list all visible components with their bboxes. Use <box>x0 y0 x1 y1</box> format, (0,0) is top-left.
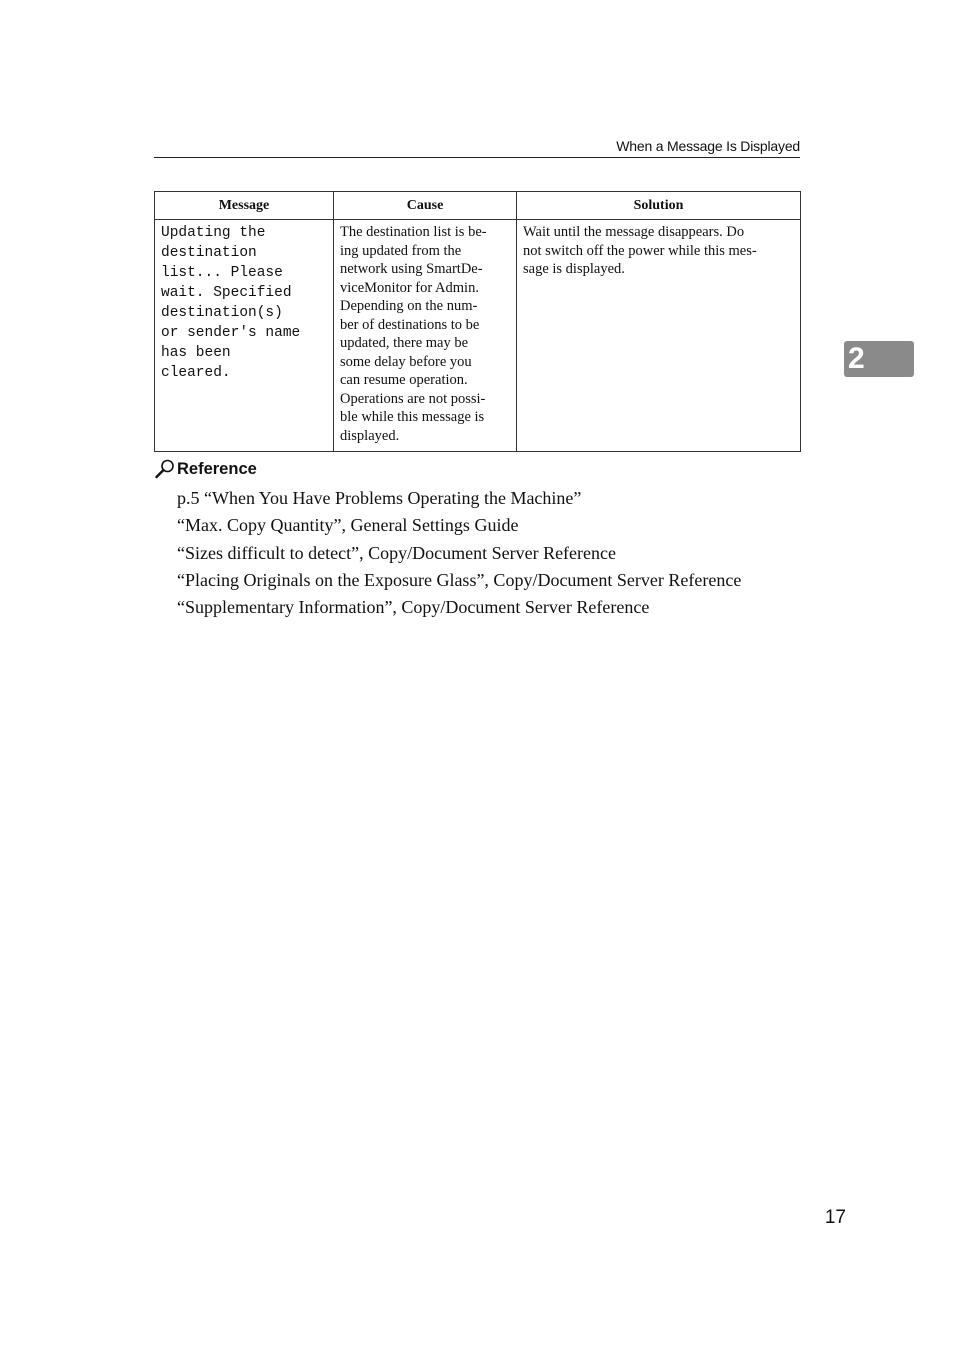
reference-item[interactable]: “Placing Originals on the Exposure Glass”, Copy/Document Server Reference <box>177 569 742 590</box>
column-header-cause: Cause <box>334 192 517 220</box>
message-cell: Updating the destination list... Please wait. Specified destination(s) or sender's name has been cleared. <box>155 220 334 452</box>
solution-cell: Wait until the message disappears. Do not switch off the power while this mes- sage is displayed. <box>517 220 801 452</box>
reference-item[interactable]: p.5 “When You Have Problems Operating the Machine” <box>177 488 582 508</box>
table-row <box>155 220 801 452</box>
reference-heading <box>154 458 257 480</box>
running-header: When a Message Is Displayed <box>154 138 800 158</box>
column-header-message: Message <box>155 192 334 220</box>
reference-item[interactable]: “Max. Copy Quantity”, General Settings Guide <box>177 515 519 536</box>
reference-item[interactable]: “Sizes difficult to detect”, Copy/Document Server Reference <box>177 542 617 563</box>
magnifier-icon <box>154 458 176 480</box>
table-header-row <box>155 192 801 220</box>
cause-cell: The destination list is be- ing updated from the network using SmartDe- viceMonitor for Admin. Depending on the num- ber of destinations to be updated, there may be some delay before you can resume operation. Operations are not possi- ble while this message is displayed. <box>334 220 517 452</box>
column-header-solution: Solution <box>517 192 801 220</box>
reference-item[interactable]: “Supplementary Information”, Copy/Document Server Reference <box>177 597 650 618</box>
reference-title: Reference <box>177 459 257 478</box>
reference-list <box>177 485 741 621</box>
page-number: 17 <box>824 1207 846 1228</box>
chapter-tab: 2 <box>844 341 914 377</box>
message-table <box>154 191 801 452</box>
